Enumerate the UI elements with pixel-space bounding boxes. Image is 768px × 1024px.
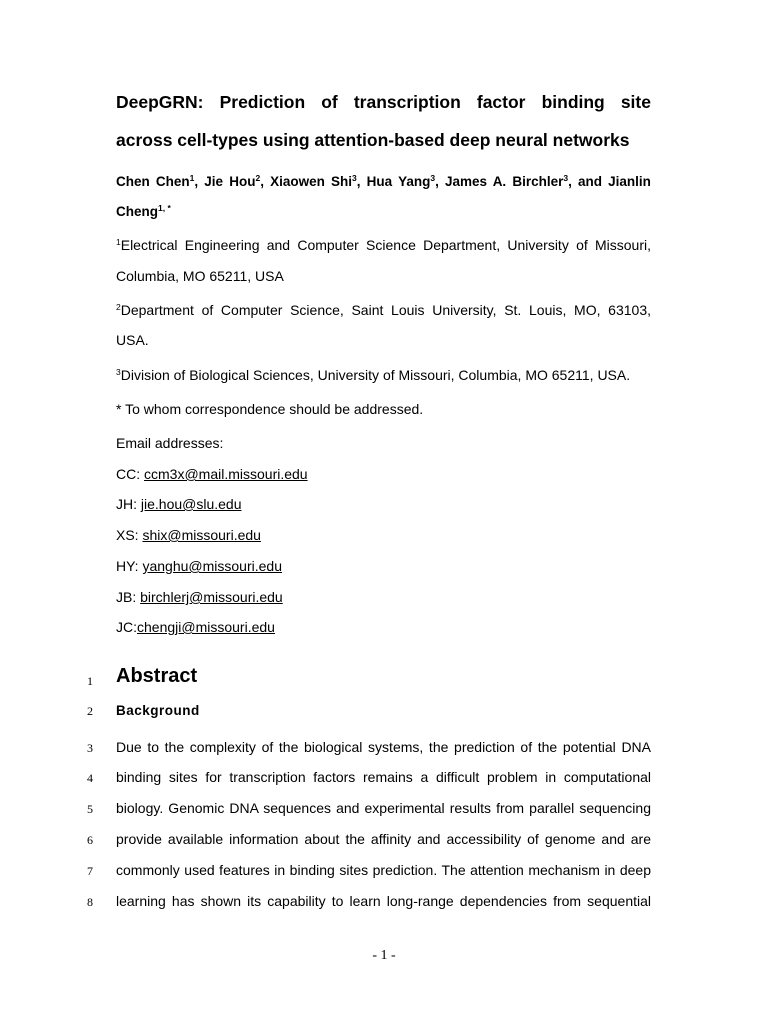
email-initials: JB: xyxy=(116,589,141,605)
email-link[interactable]: birchlerj@missouri.edu xyxy=(140,589,283,605)
email-initials: JH: xyxy=(116,496,141,512)
email-entry xyxy=(116,494,242,514)
line-number: 7 xyxy=(87,864,93,878)
author-affiliation-mark: 3 xyxy=(430,173,436,183)
line-number: 8 xyxy=(87,895,93,909)
email-entry xyxy=(116,617,275,637)
abstract-text-line: Due to the complexity of the biological systems, the prediction of the potential DNA xyxy=(116,739,651,755)
background-subheading: Background xyxy=(116,703,200,718)
author-list-line-1: Chen Chen$^1$, Jie Hou$^2$, Xiaowen Shi$^3$, Hua Yang$^3$, James A. Birchler$^3$, and Jianlin xyxy=(116,173,651,189)
affiliation-2-line-2: USA. xyxy=(116,332,149,348)
email-link[interactable]: yanghu@missouri.edu xyxy=(142,558,282,574)
author-affiliation-mark: 3 xyxy=(352,173,357,183)
author-affiliation-mark: 1 xyxy=(189,173,195,183)
author-affiliation-mark: 3 xyxy=(563,173,569,183)
abstract-heading: Abstract xyxy=(116,665,198,687)
author-name: Xiaowen Shi xyxy=(270,174,353,189)
author-affiliation-mark: 1, * xyxy=(158,203,171,213)
email-entry xyxy=(116,525,261,545)
abstract-text-line: commonly used features in binding sites prediction. The attention mechanism in deep xyxy=(116,862,651,878)
email-heading: Email addresses: xyxy=(116,435,224,451)
affiliation-mark: 1 xyxy=(116,237,121,247)
line-number: 2 xyxy=(87,704,93,718)
author-affiliation-mark: 2 xyxy=(255,173,261,183)
abstract-text-line: biology. Genomic DNA sequences and experimental results from parallel sequencing xyxy=(116,800,651,816)
affiliation-3 xyxy=(116,365,630,385)
paper-title-line-2: across cell-types using attention-based deep neural networks xyxy=(116,130,630,150)
paper-title-line-1: DeepGRN: Prediction of transcription factor binding site xyxy=(116,92,651,112)
affiliation-text: Division of Biological Sciences, University of Missouri, Columbia, MO 65211, USA. xyxy=(120,367,631,383)
line-number: 4 xyxy=(87,771,93,785)
affiliation-text: Department of Computer Science, Saint Louis University, St. Louis, MO, 63103, xyxy=(120,302,651,318)
abstract-text-line: binding sites for transcription factors remains a difficult problem in computational xyxy=(116,769,651,785)
author-name: Chen Chen xyxy=(116,174,190,189)
line-number: 5 xyxy=(87,802,93,816)
affiliation-mark: 3 xyxy=(116,367,121,377)
line-number: 3 xyxy=(87,741,93,755)
author-name: Cheng xyxy=(116,204,158,219)
affiliation-2-line-1 xyxy=(116,300,651,320)
abstract-text-line: provide available information about the affinity and accessibility of genome and are xyxy=(116,831,651,847)
line-number: 6 xyxy=(87,833,93,847)
email-entry xyxy=(116,587,283,607)
email-link[interactable]: ccm3x@mail.missouri.edu xyxy=(144,466,308,482)
email-initials: CC: xyxy=(116,466,144,482)
affiliation-mark: 2 xyxy=(116,302,121,312)
email-entry xyxy=(116,556,282,576)
author-name: Hua Yang xyxy=(366,174,431,189)
email-initials: XS: xyxy=(116,527,143,543)
abstract-text-line: learning has shown its capability to learn long-range dependencies from sequential xyxy=(116,893,651,909)
author-name: and Jianlin xyxy=(578,174,651,189)
page-number: - 1 - xyxy=(372,948,396,963)
author-list-line-2 xyxy=(116,202,651,222)
affiliation-1-line-2: Columbia, MO 65211, USA xyxy=(116,268,284,284)
affiliation-text: Electrical Engineering and Computer Science Department, University of Missouri, xyxy=(120,237,651,253)
email-link[interactable]: chengji@missouri.edu xyxy=(137,619,275,635)
line-number: 1 xyxy=(87,674,93,688)
email-initials: JC: xyxy=(116,619,137,635)
email-entry xyxy=(116,464,308,484)
author-name: Jie Hou xyxy=(204,174,256,189)
correspondence-note: * To whom correspondence should be addressed. xyxy=(116,401,424,417)
email-link[interactable]: shix@missouri.edu xyxy=(142,527,261,543)
email-link[interactable]: jie.hou@slu.edu xyxy=(140,496,242,512)
affiliation-1-line-1 xyxy=(116,235,651,255)
author-name: James A. Birchler xyxy=(445,174,564,189)
email-initials: HY: xyxy=(116,558,143,574)
